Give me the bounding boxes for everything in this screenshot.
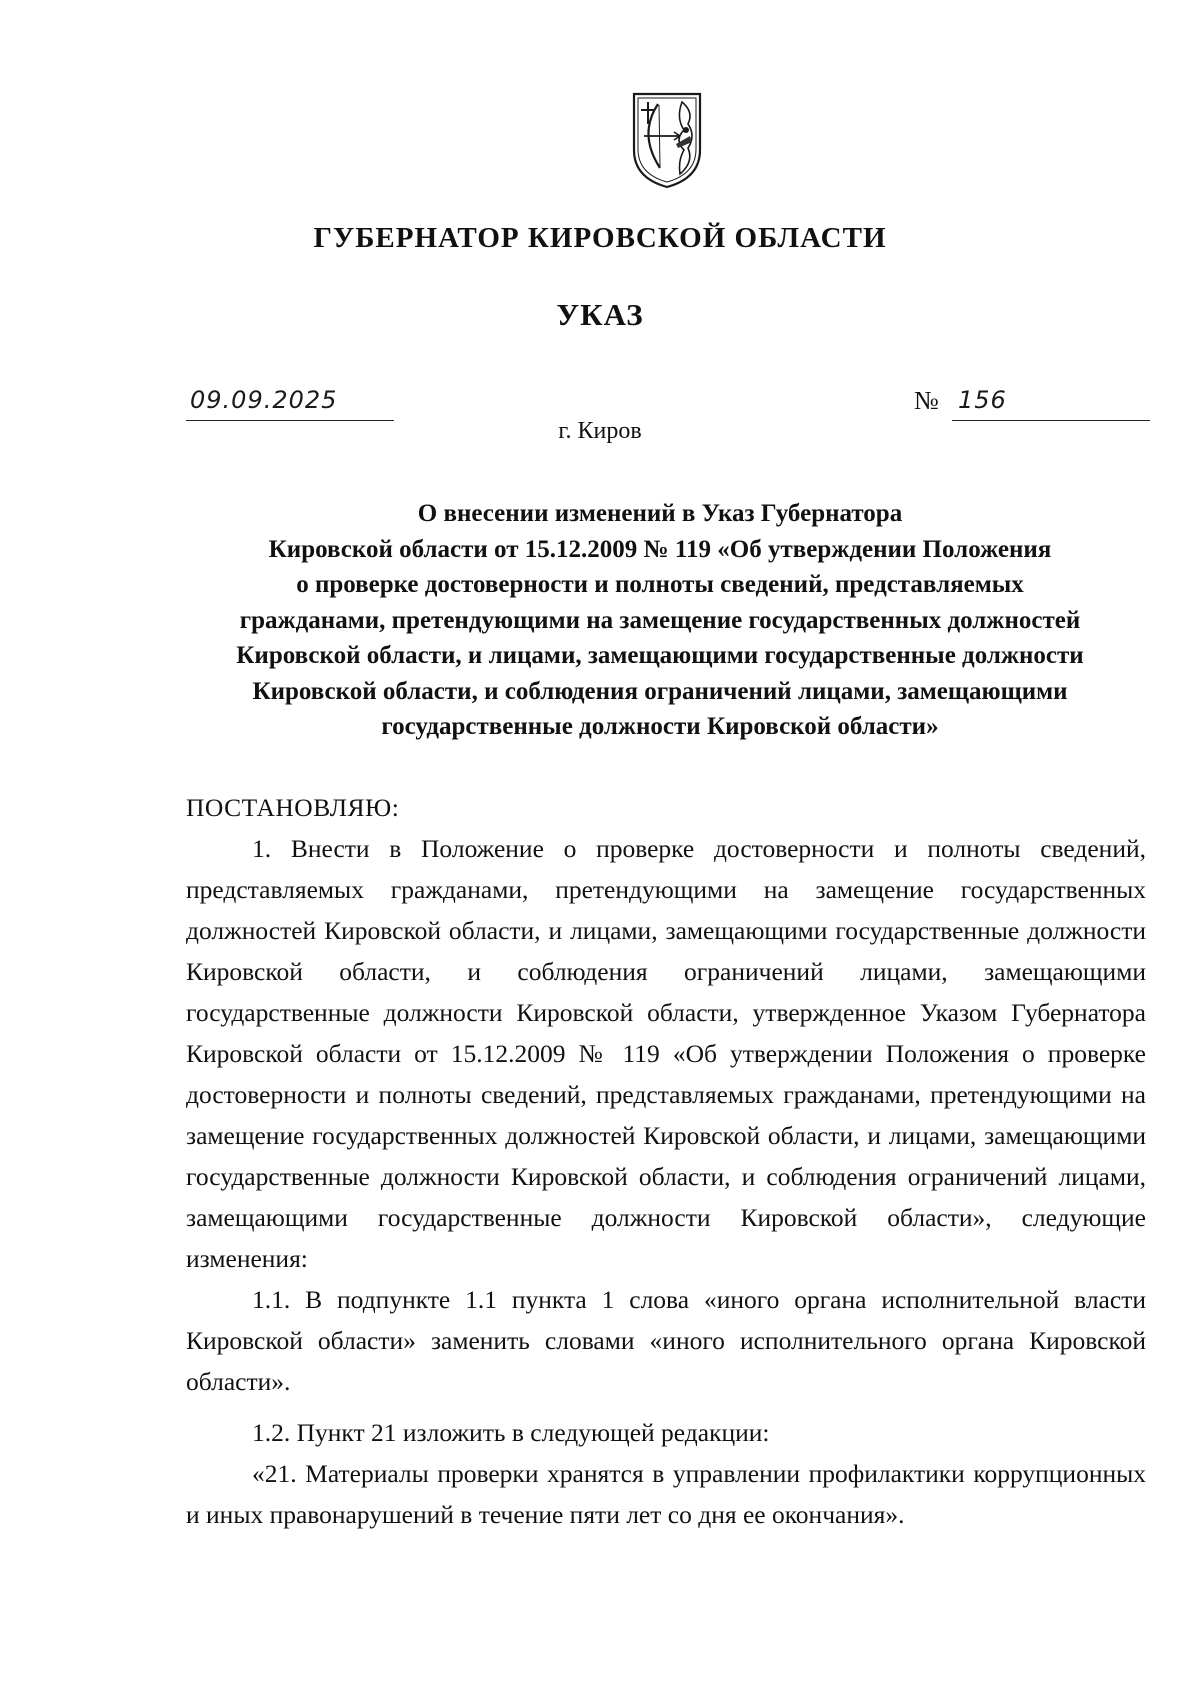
title-line: О внесении изменений в Указ Губернатора <box>417 500 903 527</box>
document-date: 09.09.2025 <box>190 386 338 414</box>
resolve-heading: ПОСТАНОВЛЯЮ: <box>186 793 400 822</box>
document-type-heading: УКАЗ <box>556 297 644 332</box>
title-line: гражданами, претендующими на замещение государственных должностей <box>239 606 1081 634</box>
number-underline <box>952 386 1150 421</box>
title-line: государственные должности Кировской области» <box>381 713 939 740</box>
city: г. Киров <box>558 418 642 444</box>
title-line: Кировской области, и лицами, замещающими государственные должности <box>236 642 1084 669</box>
paragraph-1-1: 1.1. В подпункте 1.1 пункта 1 слова «иного органа исполнительной власти Кировской области» заменить словами «иного исполнительного органа Кировской области». <box>186 1285 1146 1396</box>
coat-of-arms-emblem <box>630 90 704 190</box>
organization-heading: ГУБЕРНАТОР КИРОВСКОЙ ОБЛАСТИ <box>313 222 887 254</box>
title-line: о проверке достоверности и полноты сведений, представляемых <box>296 571 1024 598</box>
document-number: 156 <box>958 386 1007 414</box>
title-line: Кировской области, и соблюдения ограничений лицами, замещающими <box>252 677 1068 705</box>
paragraph-1: 1. Внести в Положение о проверке достоверности и полноты сведений, представляемых гражданами, претендующими на замещение государственных должностей Кировской области, и лицами, замещающими государственные должности Кировской области, и соблюдения ограничений лицами, замещающими государственные должности Кировской области, утвержденное Указом Губернатора Кировской области от 15.12.2009 № 119 «Об утверждении Положения о проверке достоверности и полноты сведений, представляемых гражданами, претендующими на замещение государственных должностей Кировской области, и лицами, замещающими государственные должности Кировской области, и соблюдения ограничений лицами, замещающими государственные должности Кировской области», следующие изменения: <box>186 834 1146 1273</box>
document-title <box>180 496 1140 745</box>
title-line: Кировской области от 15.12.2009 № 119 «Об утверждении Положения <box>268 535 1052 563</box>
document-date-field <box>186 386 394 421</box>
paragraph-21-quote: «21. Материалы проверки хранятся в управлении профилактики коррупционных и иных правонарушений в течение пяти лет со дня ее окончания». <box>186 1459 1146 1529</box>
paragraph-1-2: 1.2. Пункт 21 изложить в следующей редакции: <box>252 1418 770 1447</box>
number-label: № <box>914 386 939 415</box>
document-body <box>186 787 1146 1535</box>
